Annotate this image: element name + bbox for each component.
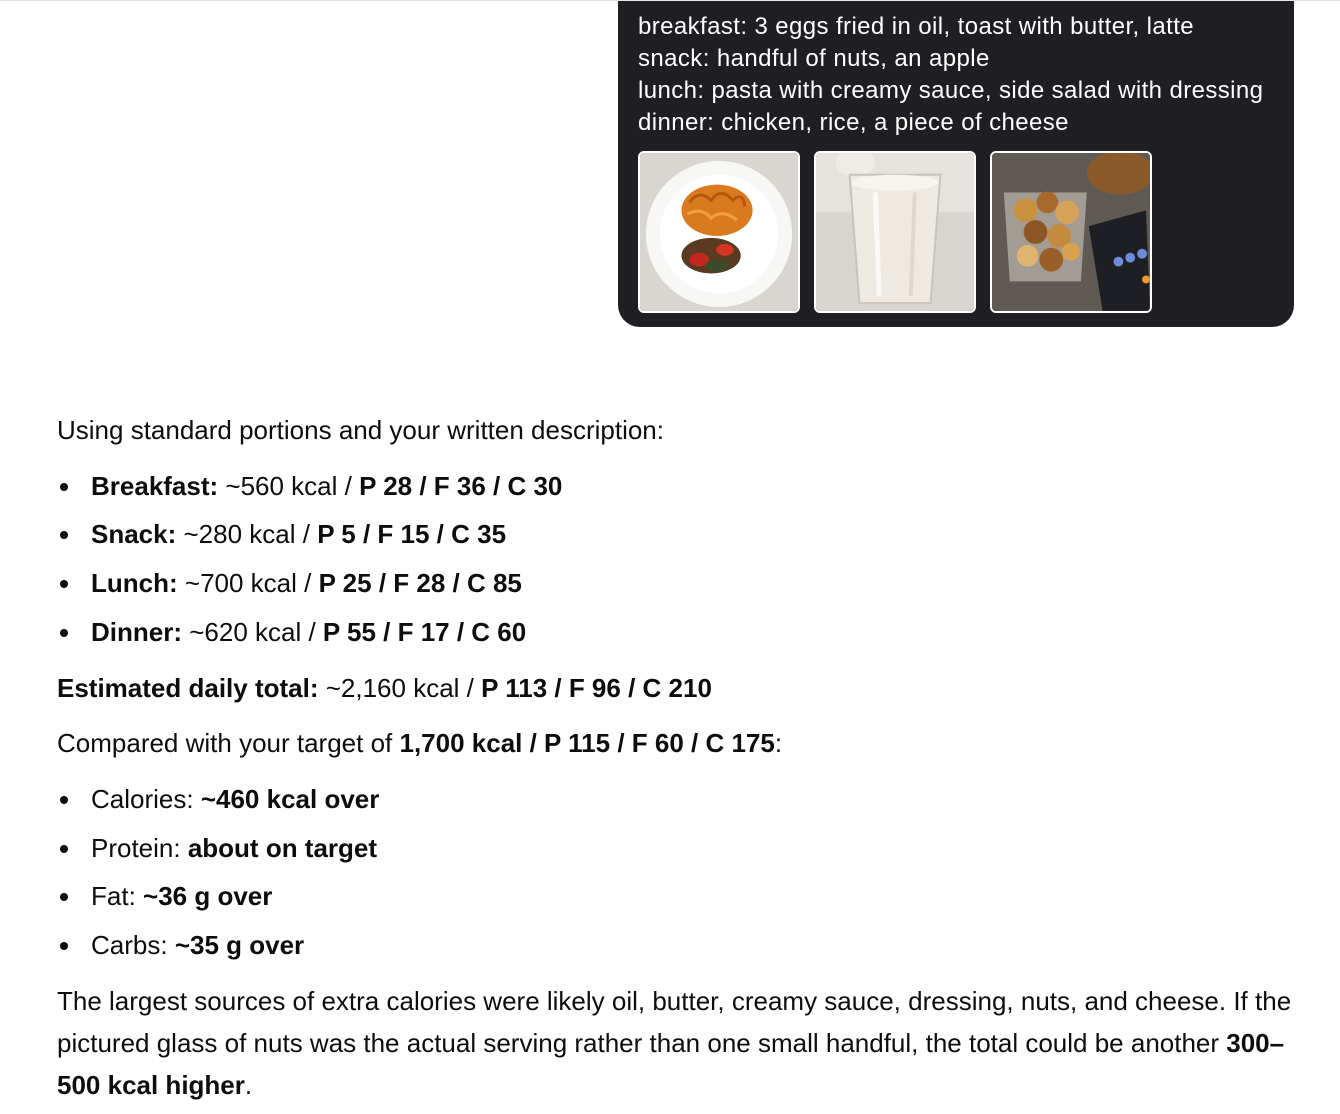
comparison-label: Protein: xyxy=(91,833,188,863)
response-intro: Using standard portions and your written description: xyxy=(57,415,664,445)
bullet-icon xyxy=(60,845,68,853)
meal-kcal: ~700 kcal / xyxy=(177,568,319,598)
meal-macros: P 25 / F 28 / C 85 xyxy=(318,568,522,598)
meal-kcal: ~620 kcal / xyxy=(182,617,323,647)
user-message-bubble xyxy=(618,1,1294,327)
nuts-glass-photo-icon xyxy=(992,153,1150,311)
comparison-value: ~36 g over xyxy=(143,881,273,911)
bullet-icon xyxy=(60,483,68,491)
pasta-photo-attachment[interactable] xyxy=(638,151,800,313)
milk-glass-photo-icon xyxy=(816,153,974,311)
target-prefix: Compared with your target of xyxy=(57,728,400,758)
bullet-icon xyxy=(60,796,68,804)
user-message-line: dinner: chicken, rice, a piece of cheese xyxy=(638,109,1069,136)
bullet-icon xyxy=(60,893,68,901)
bullet-icon xyxy=(60,629,68,637)
closing-paragraph xyxy=(57,980,1307,1106)
comparison-value: about on target xyxy=(187,833,378,863)
daily-total-kcal: ~2,160 kcal / xyxy=(318,673,482,703)
meal-label: Dinner: xyxy=(91,617,182,647)
meal-label: Lunch: xyxy=(91,568,178,598)
target-line xyxy=(57,726,782,760)
daily-total xyxy=(57,671,712,705)
target-value: 1,700 kcal / P 115 / F 60 / C 175 xyxy=(399,728,775,758)
comparison-value: ~460 kcal over xyxy=(200,784,380,814)
meal-macros: P 28 / F 36 / C 30 xyxy=(359,471,563,501)
bullet-icon xyxy=(60,531,68,539)
user-message-line: breakfast: 3 eggs fried in oil, toast with butter, latte xyxy=(638,13,1195,40)
target-suffix: : xyxy=(774,728,783,758)
pasta-photo-icon xyxy=(640,153,798,311)
comparison-label: Carbs: xyxy=(91,930,175,960)
meal-label: Snack: xyxy=(91,519,177,549)
attachment-list xyxy=(638,151,1152,313)
closing-text: The largest sources of extra calories were likely oil, butter, creamy sauce, dressing, nuts, and cheese. If the pictured glass of nuts was the actual serving rather than one small handful, the total could be another xyxy=(57,986,1292,1058)
meal-label: Breakfast: xyxy=(91,471,219,501)
comparison-value: ~35 g over xyxy=(174,930,305,960)
milk-glass-photo-attachment[interactable] xyxy=(814,151,976,313)
bullet-icon xyxy=(60,942,68,950)
meal-macros: P 55 / F 17 / C 60 xyxy=(322,617,527,647)
nuts-glass-photo-attachment[interactable] xyxy=(990,151,1152,313)
closing-bold: 300–500 kcal higher xyxy=(57,1028,1285,1100)
closing-end: . xyxy=(244,1070,253,1100)
meal-macros: P 5 / F 15 / C 35 xyxy=(317,519,507,549)
bullet-icon xyxy=(60,580,68,588)
comparison-label: Fat: xyxy=(91,881,144,911)
daily-total-label: Estimated daily total: xyxy=(57,673,319,703)
comparison-label: Calories: xyxy=(91,784,201,814)
user-message-line: lunch: pasta with creamy sauce, side salad with dressing xyxy=(638,77,1264,104)
meal-kcal: ~280 kcal / xyxy=(176,519,318,549)
meal-kcal: ~560 kcal / xyxy=(218,471,360,501)
daily-total-macros: P 113 / F 96 / C 210 xyxy=(481,673,712,703)
user-message-line: snack: handful of nuts, an apple xyxy=(638,45,990,72)
